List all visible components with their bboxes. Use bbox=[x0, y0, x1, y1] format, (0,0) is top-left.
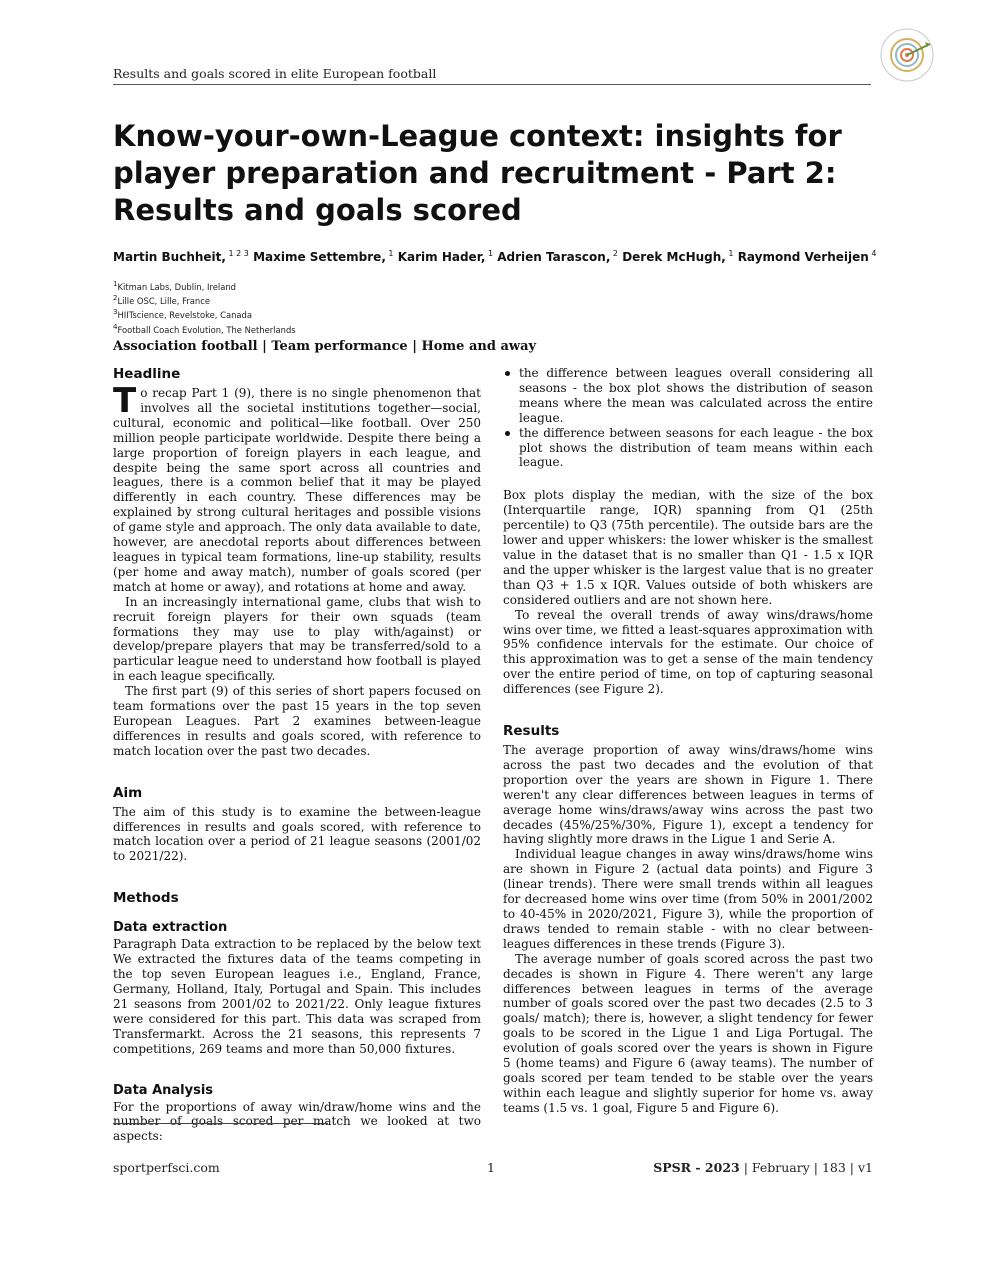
footer-journal: SPSR - 2023 bbox=[653, 1160, 740, 1175]
title-line-2: player preparation and recruitment - Part 2: bbox=[113, 156, 837, 190]
author-name: Adrien Tarascon, bbox=[497, 250, 611, 264]
data-analysis-paragraph-3: To reveal the overall trends of away wins/draws/home wins over time, we fitted a least-squares approximation with 95% confidence intervals for the estimate. Our choice of this approximation was to get a sense of the main tendency over the entire period of time, on top of capturing seasonal differences (see Figure 2). bbox=[503, 607, 873, 697]
author-list bbox=[113, 249, 913, 264]
author-name: Raymond Verheijen bbox=[737, 250, 869, 264]
list-item: the difference between leagues overall considering all seasons - the box plot shows the distribution of season means where the mean was calculated across the entire league. bbox=[519, 366, 873, 425]
results-paragraph-3: The average number of goals scored across the past two decades is shown in Figure 4. There weren't any large differences between leagues in terms of the average number of goals scored over the past two decades (2.5 to 3 goals/ match); there is, however, a slight tendency for fewer goals to be scored in the Ligue 1 and Liga Portugal. The evolution of goals scored over the years is shown in Figure 5 (home teams) and Figure 6 (away teams). The number of goals scored per team tended to be stable over the years within each league and slightly superior for home vs. away teams (1.5 vs. 1 goal, Figure 5 and Figure 6). bbox=[503, 951, 873, 1115]
subsection-heading-data-extraction: Data extraction bbox=[113, 920, 228, 936]
affiliation-number: 1 bbox=[113, 280, 118, 288]
footnote-rule bbox=[113, 1123, 328, 1124]
affiliation-text: Kitman Labs, Dublin, Ireland bbox=[117, 281, 236, 292]
section-heading-headline: Headline bbox=[113, 366, 181, 382]
author-name: Karim Hader, bbox=[397, 250, 486, 264]
title-line-3: Results and goals scored bbox=[113, 193, 522, 227]
headline-paragraph-1 bbox=[113, 381, 481, 595]
affiliation-text: Lille OSC, Lille, France bbox=[117, 295, 210, 306]
footer-journal-info bbox=[653, 1160, 873, 1175]
author-affil-sup: 1 bbox=[725, 249, 734, 258]
running-head: Results and goals scored in elite European football bbox=[113, 66, 871, 85]
affiliation bbox=[113, 293, 513, 307]
affiliation-text: HIITscience, Revelstoke, Canada bbox=[117, 309, 252, 320]
author-affil-sup: 1 bbox=[485, 249, 494, 258]
author-affil-sup: 1 2 3 bbox=[225, 249, 249, 258]
headline-text: o recap Part 1 (9), there is no single phenomenon that involves all the societal institutions together—social, cultural, economic and political—like football. Over 250 million people participate worldwide. Despite there being a large proportion of foreign players in each league, and despite being the same sport across all countries and leagues, there is a common belief that it may be played differently in each country. These differences may be explained by strong cultural heritages and possible visions of game style and approach. The only data available to date, however, are anecdotal reports about differences between leagues in typical team formations, line-up stability, results (per home and away match), number of goals scored (per match at home or away), and rotations at home and away. bbox=[113, 386, 481, 594]
footer-website: sportperfsci.com bbox=[113, 1160, 220, 1175]
section-heading-results: Results bbox=[503, 723, 560, 740]
affiliation-number: 3 bbox=[113, 307, 118, 316]
footer-page-number: 1 bbox=[487, 1160, 495, 1175]
affiliation bbox=[113, 322, 513, 336]
author-affil-sup: 2 bbox=[610, 249, 619, 258]
aim-paragraph: The aim of this study is to examine the between-league differences in results and goals scored, with reference to match location over a period of 21 league seasons (2001/02 to 2021/22). bbox=[113, 804, 481, 864]
author-affil-sup: 1 bbox=[385, 249, 394, 258]
data-extraction-paragraph: Paragraph Data extraction to be replaced by the below text We extracted the fixtures data of the teams competing in the top seven European leagues i.e., England, France, Germany, Holland, Italy, Portugal and Spain. This includes 21 seasons from 2001/02 to 2021/22. Only league fixtures were considered for this part. This data was scraped from Transfermarkt. Across the 21 seasons, this represents 7 competitions, 269 teams and more than 50,000 fixtures. bbox=[113, 937, 481, 1056]
list-item: the difference between seasons for each league - the box plot shows the distribution of team means within each league. bbox=[519, 425, 873, 470]
journal-logo bbox=[878, 26, 936, 84]
left-column bbox=[113, 366, 481, 1144]
affiliation-number: 4 bbox=[113, 323, 118, 332]
paper-title bbox=[113, 118, 873, 229]
affiliation bbox=[113, 279, 513, 293]
author-name: Martin Buchheit, bbox=[113, 250, 226, 264]
drop-cap: T bbox=[113, 381, 137, 421]
keywords: Association football | Team performance | Home and away bbox=[113, 339, 537, 354]
subsection-heading-data-analysis: Data Analysis bbox=[113, 1082, 214, 1098]
title-line-1: Know-your-own-League context: insights for bbox=[113, 119, 842, 153]
analysis-bullet-list bbox=[503, 366, 873, 470]
section-heading-methods: Methods bbox=[113, 890, 179, 907]
section-heading-aim: Aim bbox=[113, 784, 143, 801]
data-analysis-paragraph-1: For the proportions of away win/draw/home wins and the number of goals scored per match we looked at two aspects: bbox=[113, 1099, 481, 1144]
data-analysis-paragraph-2: Box plots display the median, with the size of the box (Interquartile range, IQR) spanning from Q1 (25th percentile) to Q3 (75th percentile). The outside bars are the lower and upper whiskers: the lower whisker is the smallest value in the dataset that is no smaller than Q1 - 1.5 x IQR and the upper whisker is the largest value that is no greater than Q3 + 1.5 x IQR. Values outside of both whiskers are considered outliers and are not shown here. bbox=[503, 488, 873, 607]
author-name: Derek McHugh, bbox=[622, 250, 726, 264]
headline-paragraph-2: In an increasingly international game, clubs that wish to recruit foreign players for their own squads (team formations they may use to play with/against) or develop/prepare players that may be transferred/sold to a particular league need to understand how football is played in each league specifically. bbox=[113, 594, 481, 684]
headline-paragraph-3: The first part (9) of this series of short papers focused on team formations over the past 15 years in the top seven European Leagues. Part 2 examines between-league differences in results and goals scored, with reference to match location over the past two decades. bbox=[113, 684, 481, 758]
author-affil-sup: 4 bbox=[868, 249, 877, 258]
footer-issue-info: | February | 183 | v1 bbox=[739, 1160, 873, 1175]
affiliation bbox=[113, 307, 513, 321]
affiliation-text: Football Coach Evolution, The Netherlands bbox=[117, 325, 296, 336]
author-name: Maxime Settembre, bbox=[253, 250, 386, 264]
affiliation-number: 2 bbox=[113, 293, 118, 302]
right-column bbox=[503, 366, 873, 1116]
affiliations bbox=[113, 279, 513, 336]
results-paragraph-1: The average proportion of away wins/draws/home wins across the past two decades and the evolution of that proportion over the years are shown in Figure 1. There weren't any clear differences between leagues in terms of average home wins/draws/away wins across the past two decades (45%/25%/30%, Figure 1), except a tendency for having slightly more draws in the Ligue 1 and Serie A. bbox=[503, 743, 873, 847]
results-paragraph-2: Individual league changes in away wins/draws/home wins are shown in Figure 2 (actual data points) and Figure 3 (linear trends). There were small trends within all leagues for decreased home wins over time (from 50% in 2001/2002 to 40-45% in 2020/2021, Figure 3), while the proportion of draws tended to remain stable - with no clear between-leagues differences in these trends (Figure 3). bbox=[503, 847, 873, 951]
